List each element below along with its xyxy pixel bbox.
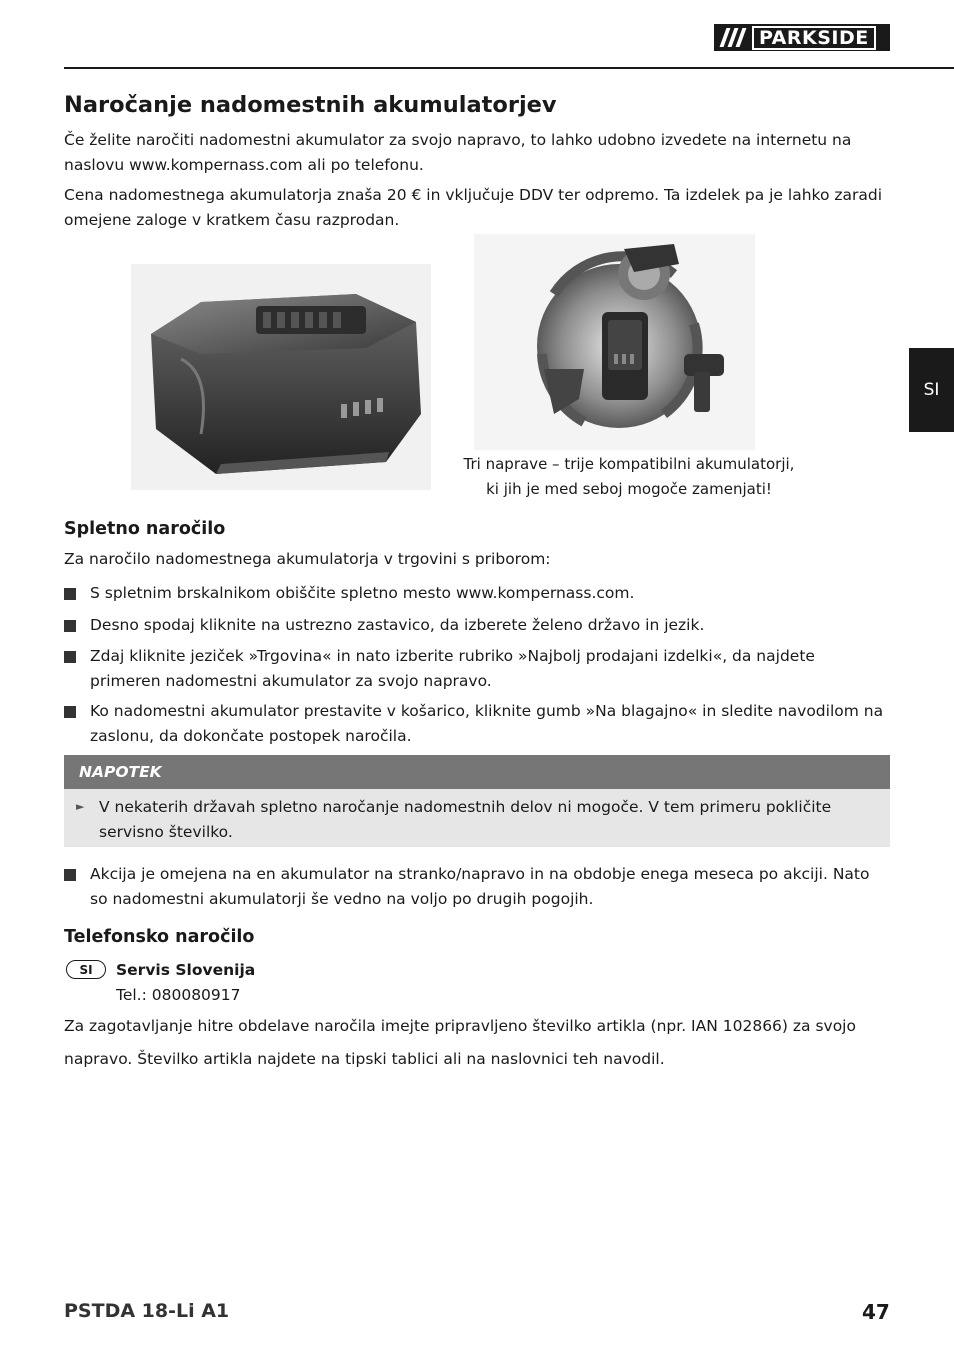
page-number: 47 [862, 1300, 890, 1324]
list-item [64, 862, 890, 911]
bullet-square-icon [64, 869, 76, 881]
service-name: Servis Slovenija [116, 961, 256, 979]
intro-paragraph-2: Cena nadomestnega akumulatorja znaša 20 € in vključuje DDV ter odpremo. Ta izdelek pa je lahko zaradi omejene zaloge v kratkem času razprodan. [64, 186, 883, 229]
arrow-right-icon: ► [76, 800, 85, 813]
closing-line-1: Za zagotavljanje hitre obdelave naročila imejte pripravljeno številko artikla (npr. IAN 102866) za svojo [64, 1017, 856, 1035]
list-item-text: Zdaj kliknite jeziček »Trgovina« in nato izberite rubriko »Najbolj prodajani izdelki«, da najdete primeren nadomestni akumulator za svojo napravo. [90, 647, 815, 690]
language-tab: SI [909, 348, 954, 432]
caption-line-2: ki jih je med seboj mogoče zamenjati! [486, 479, 772, 498]
logo-stripes [714, 24, 750, 51]
note-label: NAPOTEK [64, 755, 890, 789]
intro-paragraph-1: Če želite naročiti nadomestni akumulator za svojo napravo, to lahko udobno izvedete na internetu na naslovu www.kompernass.com ali po telefonu. [64, 131, 852, 174]
closing-line-2: napravo. Številko artikla najdete na tipski tablici ali na naslovnici teh navodil. [64, 1050, 665, 1068]
list-item-text: S spletnim brskalnikom obiščite spletno mesto www.kompernass.com. [90, 584, 635, 602]
list-item [64, 699, 890, 748]
list-item-text: Akcija je omejena na en akumulator na stranko/napravo in na obdobje enega meseca po akciji. Nato so nadomestni akumulatorji še vedno na voljo po drugih pogojih. [90, 865, 870, 908]
bullet-square-icon [64, 651, 76, 663]
list-item-text: Ko nadomestni akumulator prestavite v košarico, kliknite gumb »Na blagajno« in sledite navodilom na zaslonu, da dokončate postopek naročila. [90, 702, 884, 745]
parkside-logo [714, 24, 890, 51]
bullet-square-icon [64, 620, 76, 632]
battery-image [131, 264, 431, 490]
list-item [64, 613, 890, 638]
page-title: Naročanje nadomestnih akumulatorjev [64, 92, 557, 118]
note-box [64, 789, 890, 847]
note-text: V nekaterih državah spletno naročanje nadomestnih delov ni mogoče. V tem primeru pokličite servisno številko. [99, 798, 832, 841]
bullet-square-icon [64, 588, 76, 600]
online-order-heading: Spletno naročilo [64, 519, 226, 539]
model-number: PSTDA 18-Li A1 [64, 1300, 230, 1322]
list-item [64, 581, 890, 606]
image-caption [446, 452, 812, 501]
list-item [64, 644, 890, 693]
service-contact [116, 958, 255, 1007]
phone-order-heading: Telefonsko naročilo [64, 927, 255, 947]
country-badge: SI [66, 960, 106, 979]
three-tools-image [474, 234, 755, 450]
bullet-square-icon [64, 706, 76, 718]
caption-line-1: Tri naprave – trije kompatibilni akumulatorji, [463, 455, 795, 473]
service-phone: Tel.: 080080917 [116, 985, 241, 1004]
header-rule [64, 67, 954, 69]
list-item-text: Desno spodaj kliknite na ustrezno zastavico, da izberete želeno državo in jezik. [90, 616, 705, 634]
brand-name: PARKSIDE [752, 26, 876, 50]
online-order-lead: Za naročilo nadomestnega akumulatorja v trgovini s priborom: [64, 550, 551, 568]
